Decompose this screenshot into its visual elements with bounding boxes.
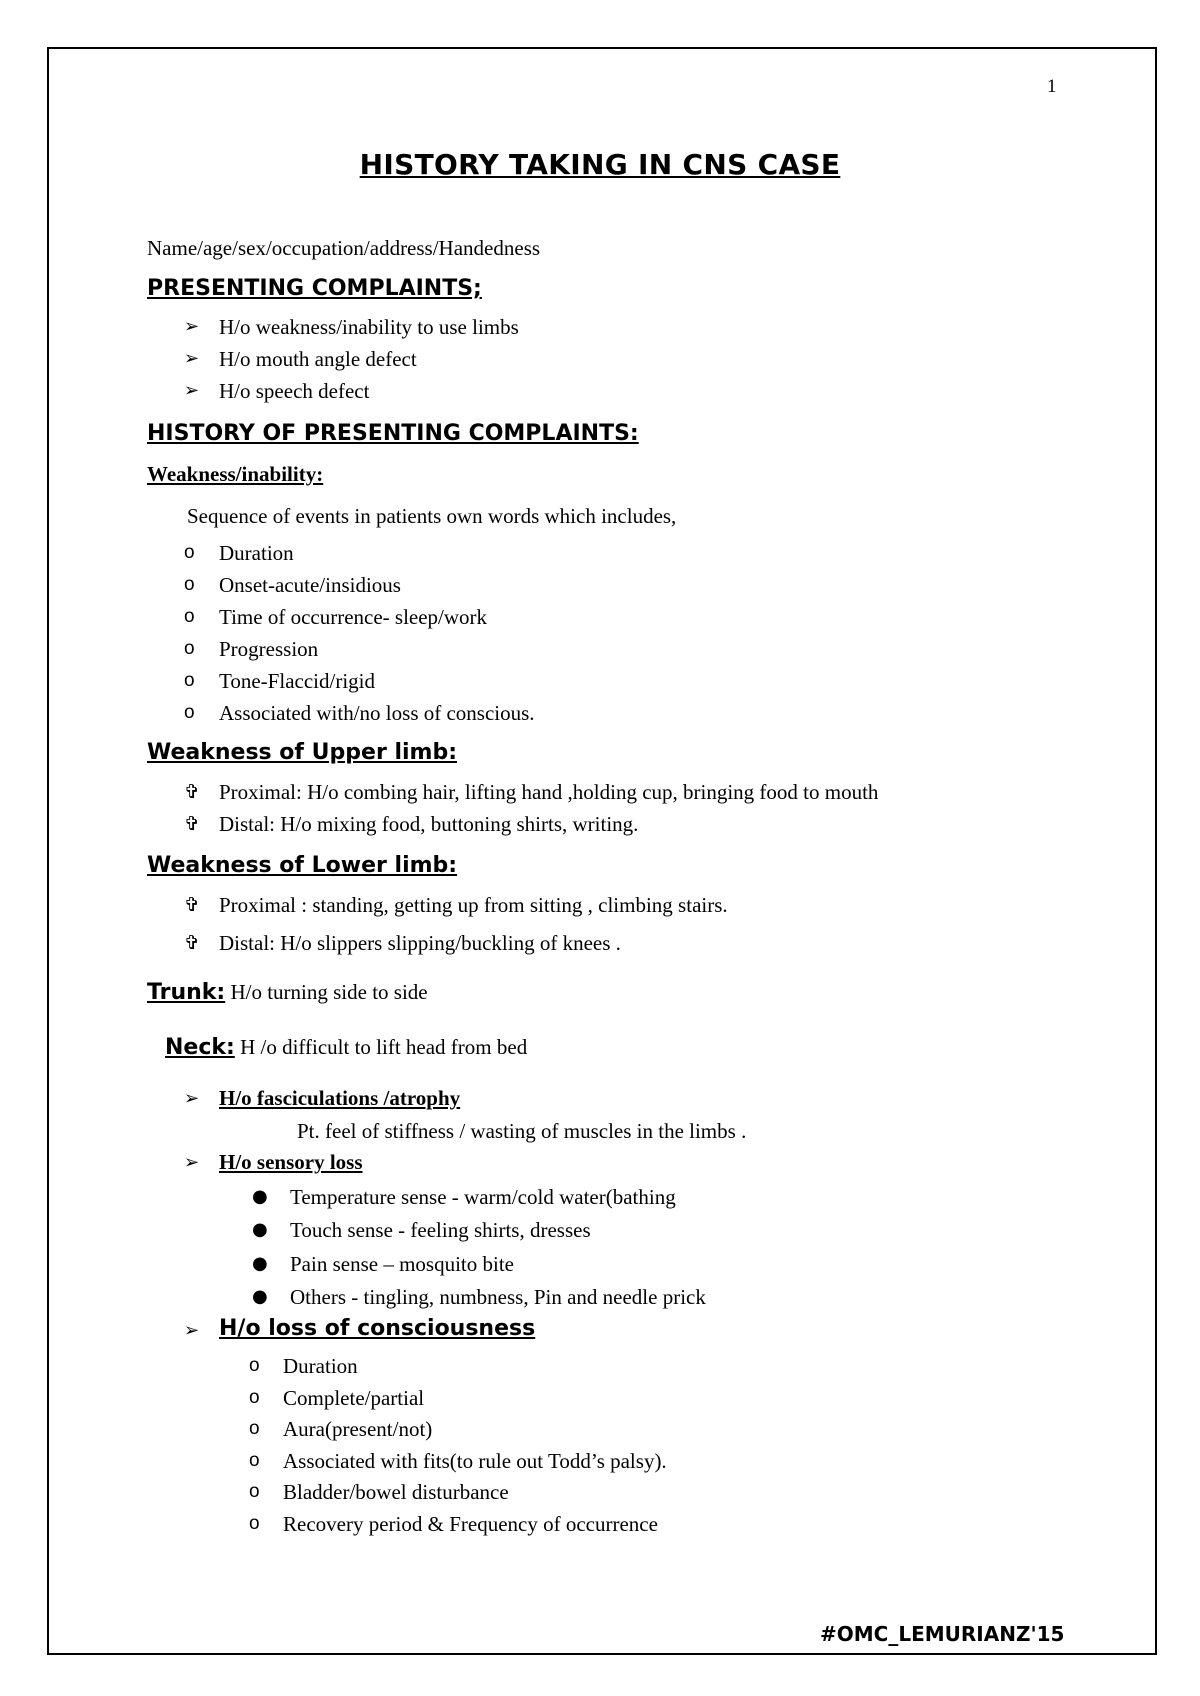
consciousness-item: Duration	[283, 1354, 358, 1378]
sensory-item: Pain sense – mosquito bite	[290, 1252, 514, 1276]
circle-bullet-icon: o	[249, 1450, 260, 1471]
hopc-item: Progression	[219, 637, 319, 661]
neck-text: H /o difficult to lift head from bed	[234, 1035, 528, 1059]
arrow-bullet-icon: ➢	[184, 1152, 200, 1173]
sensory-item: Touch sense - feeling shirts, dresses	[290, 1218, 591, 1242]
trunk-text: H/o turning side to side	[225, 980, 428, 1004]
consciousness-item: Associated with fits(to rule out Todd’s palsy).	[283, 1449, 667, 1473]
circle-bullet-icon: o	[249, 1513, 260, 1534]
dot-bullet-icon: ●	[252, 1286, 268, 1307]
page-title: HISTORY TAKING IN CNS CASE	[359, 148, 841, 181]
cross-bullet-icon: ✞	[184, 932, 200, 954]
footer-tag: #OMC_LEMURIANZ'15	[820, 1622, 1065, 1646]
circle-bullet-icon: o	[249, 1481, 260, 1502]
circle-bullet-icon: o	[249, 1387, 260, 1408]
consciousness-item: Aura(present/not)	[283, 1417, 433, 1441]
dot-bullet-icon: ●	[252, 1253, 268, 1274]
hopc-heading: HISTORY OF PRESENTING COMPLAINTS:	[147, 421, 639, 446]
circle-bullet-icon: o	[249, 1418, 260, 1439]
circle-bullet-icon: o	[184, 606, 195, 627]
consciousness-item: Complete/partial	[283, 1386, 425, 1410]
trunk-label: Trunk:	[147, 980, 226, 1005]
lower-limb-item: Proximal : standing, getting up from sitting , climbing stairs.	[219, 893, 728, 917]
trunk-line	[147, 979, 428, 1005]
circle-bullet-icon: o	[184, 638, 195, 659]
presenting-item: H/o weakness/inability to use limbs	[219, 315, 519, 339]
circle-bullet-icon: o	[184, 574, 195, 595]
sequence-line: Sequence of events in patients own words which includes,	[187, 504, 677, 528]
cross-bullet-icon: ✞	[184, 894, 200, 916]
lower-limb-heading: Weakness of Lower limb:	[147, 853, 458, 878]
neck-label: Neck:	[165, 1035, 235, 1060]
arrow-bullet-icon: ➢	[184, 316, 200, 337]
cross-bullet-icon: ✞	[184, 813, 200, 835]
upper-limb-item: Proximal: H/o combing hair, lifting hand ,holding cup, bringing food to mouth	[219, 780, 879, 804]
presenting-complaints-heading: PRESENTING COMPLAINTS;	[147, 276, 482, 301]
upper-limb-item: Distal: H/o mixing food, buttoning shirts, writing.	[219, 812, 639, 836]
upper-limb-heading: Weakness of Upper limb:	[147, 740, 457, 765]
dot-bullet-icon: ●	[252, 1219, 268, 1240]
neck-line	[165, 1034, 527, 1060]
circle-bullet-icon: o	[184, 542, 195, 563]
sensory-item: Others - tingling, numbness, Pin and needle prick	[290, 1285, 706, 1309]
sensory-item: Temperature sense - warm/cold water(bathing	[290, 1185, 676, 1209]
lower-limb-item: Distal: H/o slippers slipping/buckling of knees .	[219, 931, 621, 955]
arrow-bullet-icon: ➢	[184, 1320, 200, 1341]
arrow-bullet-icon: ➢	[184, 1088, 200, 1109]
presenting-item: H/o speech defect	[219, 379, 370, 403]
arrow-bullet-icon: ➢	[184, 348, 200, 369]
circle-bullet-icon: o	[184, 702, 195, 723]
fasciculations-heading: H/o fasciculations /atrophy	[219, 1086, 461, 1110]
hopc-item: Tone-Flaccid/rigid	[219, 669, 375, 693]
hopc-item: Associated with/no loss of conscious.	[219, 701, 535, 725]
consciousness-heading: H/o loss of consciousness	[219, 1316, 536, 1341]
intro-line: Name/age/sex/occupation/address/Handedness	[147, 236, 541, 260]
consciousness-item: Bladder/bowel disturbance	[283, 1480, 509, 1504]
hopc-item: Onset-acute/insidious	[219, 573, 401, 597]
presenting-item: H/o mouth angle defect	[219, 347, 417, 371]
weakness-heading: Weakness/inability:	[147, 462, 324, 486]
page-number: 1	[1047, 76, 1057, 97]
sensory-heading: H/o sensory loss	[219, 1150, 363, 1174]
dot-bullet-icon: ●	[252, 1186, 268, 1207]
hopc-item: Duration	[219, 541, 294, 565]
hopc-item: Time of occurrence- sleep/work	[219, 605, 488, 629]
arrow-bullet-icon: ➢	[184, 380, 200, 401]
circle-bullet-icon: o	[249, 1355, 260, 1376]
fasciculations-detail: Pt. feel of stiffness / wasting of muscles in the limbs .	[297, 1119, 747, 1143]
circle-bullet-icon: o	[184, 670, 195, 691]
consciousness-item: Recovery period & Frequency of occurrence	[283, 1512, 658, 1536]
cross-bullet-icon: ✞	[184, 781, 200, 803]
